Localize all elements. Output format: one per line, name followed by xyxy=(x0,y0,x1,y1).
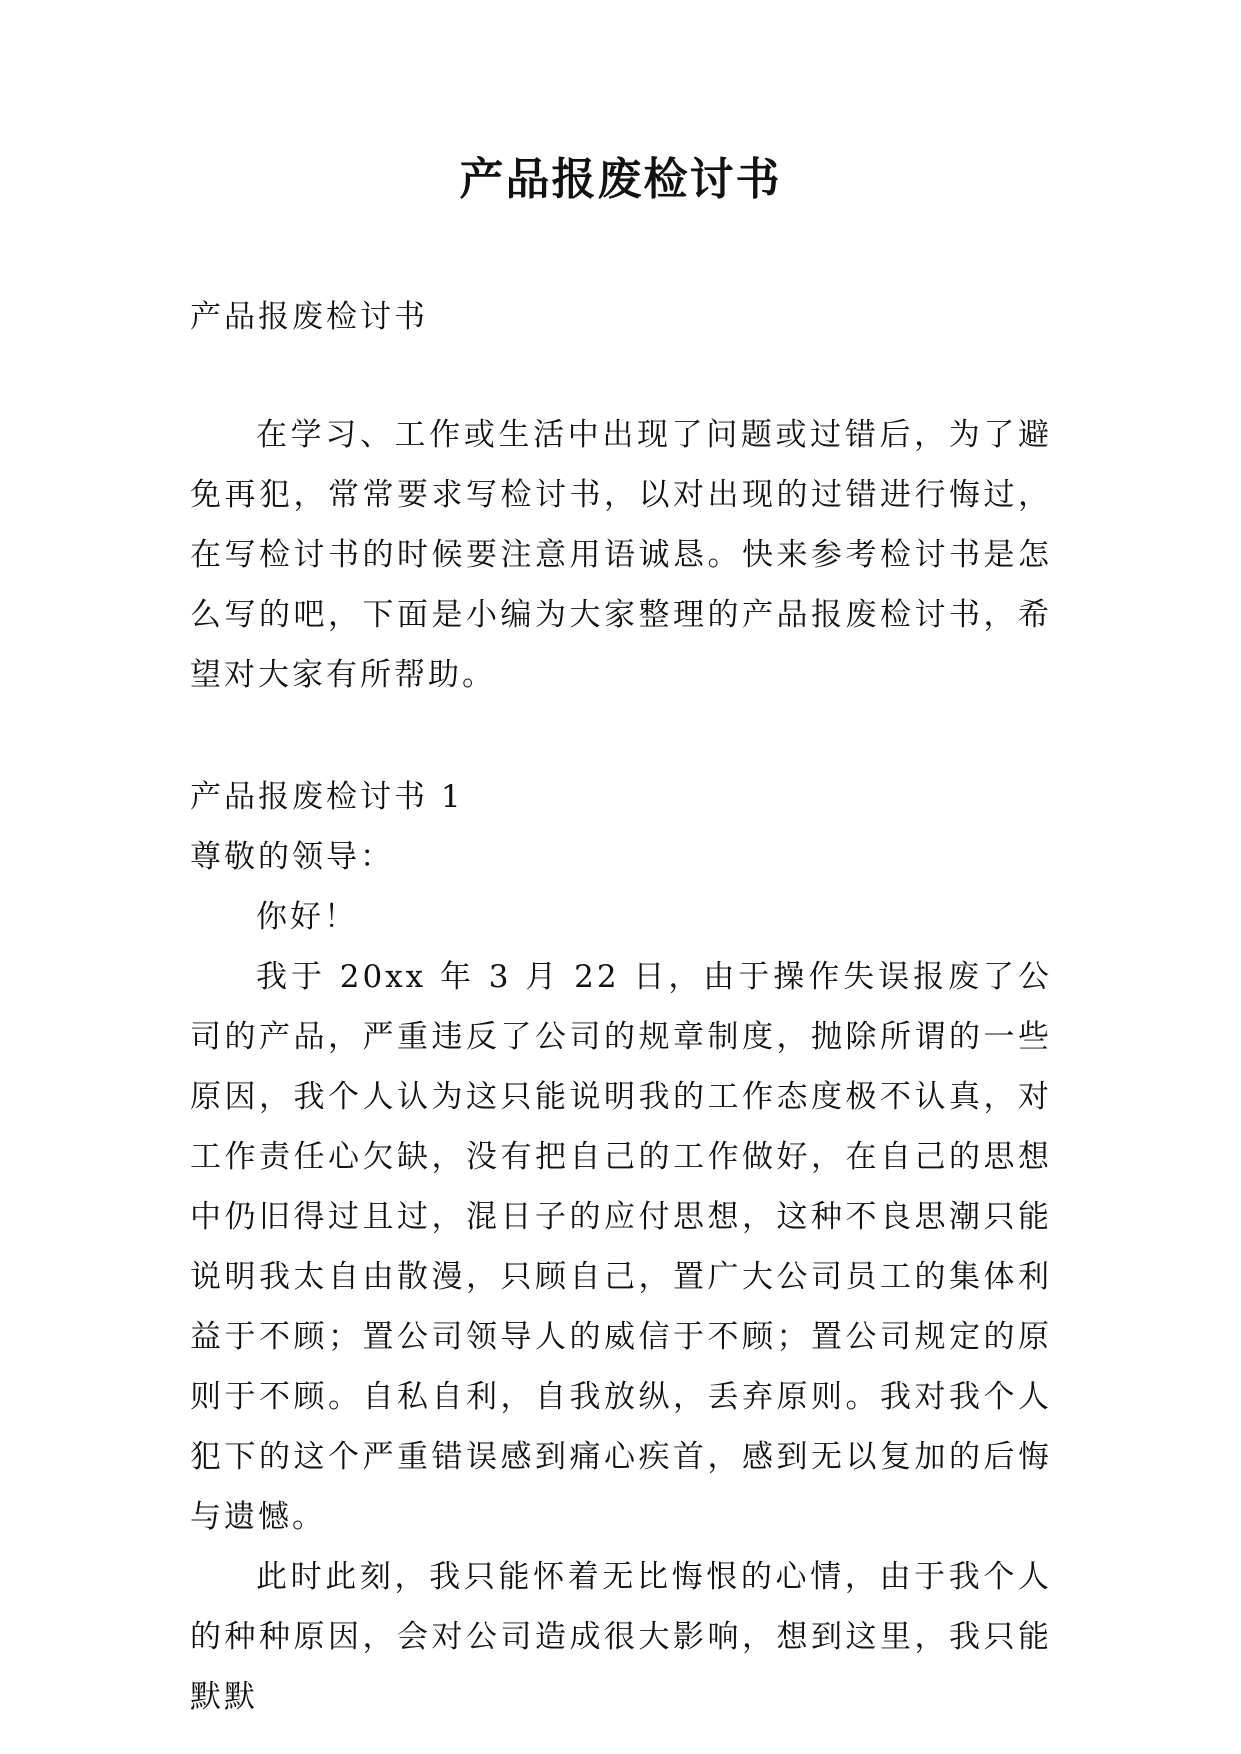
body-paragraph-2: 此时此刻，我只能怀着无比悔恨的心情，由于我个人的种种原因，会对公司造成很大影响，想到这里，我只能默默 xyxy=(190,1559,1052,1715)
body-paragraph-1: 我于 20xx 年 3 月 22 日，由于操作失误报废了公司的产品，严重违反了公司的规章制度，抛除所谓的一些原因，我个人认为这只能说明我的工作态度极不认真，对工作责任心欠缺，没有把自己的工作做好，在自己的思想中仍旧得过且过，混日子的应付思想，这种不良思潮只能说明我太自由散漫，只顾自己，置广大公司员工的集体利益于不顾；置公司领导人的威信于不顾；置公司规定的原则于不顾。自私自利，自我放纵，丢弃原则。我对我个人犯下的这个严重错误感到痛心疾首，感到无以复加的后悔与遗憾。 xyxy=(190,959,1052,1535)
salutation: 尊敬的领导： xyxy=(190,839,394,875)
section-heading: 产品报废检讨书 1 xyxy=(190,779,464,815)
document-subtitle: 产品报废检讨书 xyxy=(190,299,428,335)
intro-paragraph: 在学习、工作或生活中出现了问题或过错后，为了避免再犯，常常要求写检讨书，以对出现的过错进行悔过，在写检讨书的时候要注意用语诚恳。快来参考检讨书是怎么写的吧，下面是小编为大家整理的产品报废检讨书，希望对大家有所帮助。 xyxy=(190,417,1052,693)
greeting: 你好！ xyxy=(256,899,358,935)
document-title: 产品报废检讨书 xyxy=(459,154,782,205)
document-body xyxy=(190,287,1052,1727)
